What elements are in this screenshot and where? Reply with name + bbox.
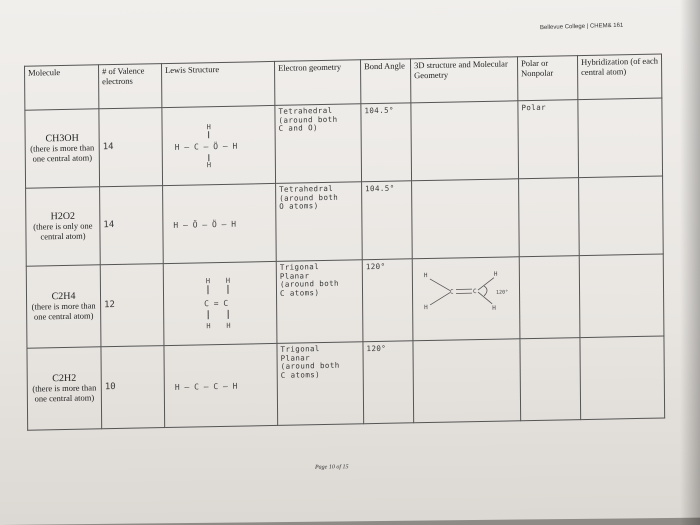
molecule-formula: CH3OH xyxy=(45,132,79,145)
lewis-cell xyxy=(164,343,278,427)
angle-cell xyxy=(362,181,413,260)
angle-value: 104.5° xyxy=(365,183,395,194)
table-row xyxy=(25,98,663,188)
molecule-note: (there is more than one central atom) xyxy=(32,382,97,404)
page-shadow xyxy=(680,0,700,525)
geometry-line: Trigonal xyxy=(280,344,320,354)
table-row xyxy=(26,254,664,348)
lewis-text: H – Ö – Ö – H xyxy=(173,219,237,230)
structure-cell xyxy=(412,179,520,259)
geometry-line: Trigonal xyxy=(279,262,320,272)
molecule-note: (there is only one central atom) xyxy=(33,220,93,242)
svg-text:H: H xyxy=(226,321,231,330)
svg-text:H xyxy=(226,276,230,284)
3d-structure-sketch xyxy=(416,259,517,321)
polar-cell xyxy=(518,100,579,179)
structure-cell xyxy=(411,101,519,181)
molecule-cell xyxy=(25,109,100,188)
polar-cell xyxy=(519,178,580,257)
molecule-formula: C2H4 xyxy=(51,290,76,303)
svg-text:H: H xyxy=(492,304,496,312)
svg-text:H: H xyxy=(205,276,211,285)
lewis-cell xyxy=(163,183,277,263)
hybrid-cell xyxy=(579,254,664,338)
col-header-geometry: Electron geometry xyxy=(274,60,360,106)
valence-cell xyxy=(101,346,165,429)
valence-cell xyxy=(100,186,164,265)
col-header-hybrid: Hybridization (of each central atom) xyxy=(577,54,661,100)
lewis-text: H – C – Ö – H xyxy=(174,141,238,152)
structure-angle-label: 120° xyxy=(496,289,509,296)
molecule-cell xyxy=(27,347,102,430)
molecule-note: (there is more than one central atom) xyxy=(30,142,95,164)
geometry-line: O atoms) xyxy=(279,201,319,212)
page-number: Page 10 of 15 xyxy=(315,464,349,471)
valence-value: 12 xyxy=(104,300,115,311)
lewis-cell xyxy=(163,261,277,345)
hybrid-cell xyxy=(580,336,665,420)
molecule-formula: C2H2 xyxy=(52,372,77,385)
molecule-cell xyxy=(26,265,101,348)
col-header-angle: Bond Angle xyxy=(360,59,410,104)
lewis-text: C = C xyxy=(204,298,229,308)
hybrid-cell xyxy=(578,98,663,178)
polarity-value: Polar xyxy=(521,102,547,113)
lewis-structure-drawing xyxy=(169,208,269,240)
angle-value: 120° xyxy=(366,343,387,354)
svg-text:H: H xyxy=(206,122,211,131)
angle-cell xyxy=(361,103,412,182)
angle-cell xyxy=(363,341,414,424)
geometry-cell xyxy=(276,260,363,344)
polar-cell xyxy=(519,256,580,339)
molecule-note: (there is more than one central atom) xyxy=(31,300,96,322)
angle-value: 120° xyxy=(365,261,386,272)
col-header-molecule: Molecule xyxy=(25,65,99,110)
svg-text:C: C xyxy=(449,288,454,296)
geometry-cell xyxy=(275,104,362,184)
structure-cell xyxy=(412,257,520,341)
hybrid-cell xyxy=(579,176,664,256)
lewis-structure-drawing xyxy=(171,370,271,402)
lewis-structure-drawing xyxy=(190,273,251,334)
svg-text:H: H xyxy=(225,276,231,285)
geometry-line: Planar xyxy=(279,270,310,281)
polar-cell xyxy=(520,338,581,421)
svg-text:H: H xyxy=(493,270,498,278)
course-header: Bellevue College | CHEM& 161 xyxy=(539,22,624,32)
valence-cell xyxy=(99,108,163,187)
geometry-line: (around both xyxy=(278,114,338,125)
svg-text:H: H xyxy=(424,304,428,312)
geometry-cell xyxy=(277,342,364,426)
svg-text:H: H xyxy=(206,321,211,330)
col-header-valence: # of Valence electrons xyxy=(99,64,162,109)
geometry-line: (around both xyxy=(279,278,339,290)
geometry-cell xyxy=(276,182,363,262)
col-header-3d: 3D structure and Molecular Geometry xyxy=(410,57,517,103)
angle-value: 104.5° xyxy=(364,105,394,116)
svg-text:H: H xyxy=(423,272,428,280)
valence-value: 14 xyxy=(102,142,114,153)
table-row xyxy=(27,336,665,430)
angle-cell xyxy=(362,259,413,342)
geometry-line: (around both xyxy=(279,192,339,203)
molecule-formula: H2O2 xyxy=(50,210,76,223)
valence-value: 14 xyxy=(103,220,115,231)
geometry-line: Planar xyxy=(280,352,311,363)
geometry-line: C atoms) xyxy=(279,287,320,298)
svg-text:C: C xyxy=(472,288,477,296)
geometry-line: C atoms) xyxy=(280,369,321,380)
table-row xyxy=(26,176,664,266)
structure-cell xyxy=(413,339,521,423)
col-header-polar: Polar or Nonpolar xyxy=(517,56,577,101)
geometry-line: (around both xyxy=(280,360,340,372)
valence-value: 10 xyxy=(104,382,116,393)
valence-cell xyxy=(100,264,164,347)
lewis-text: H – C – C – H xyxy=(174,381,238,392)
molecule-cell xyxy=(26,187,101,266)
geometry-line: Tetrahedral xyxy=(278,105,333,116)
molecule-table xyxy=(24,54,665,431)
geometry-line: Tetrahedral xyxy=(279,183,334,194)
col-header-lewis: Lewis Structure xyxy=(161,61,274,107)
geometry-line: C and O) xyxy=(278,123,318,134)
